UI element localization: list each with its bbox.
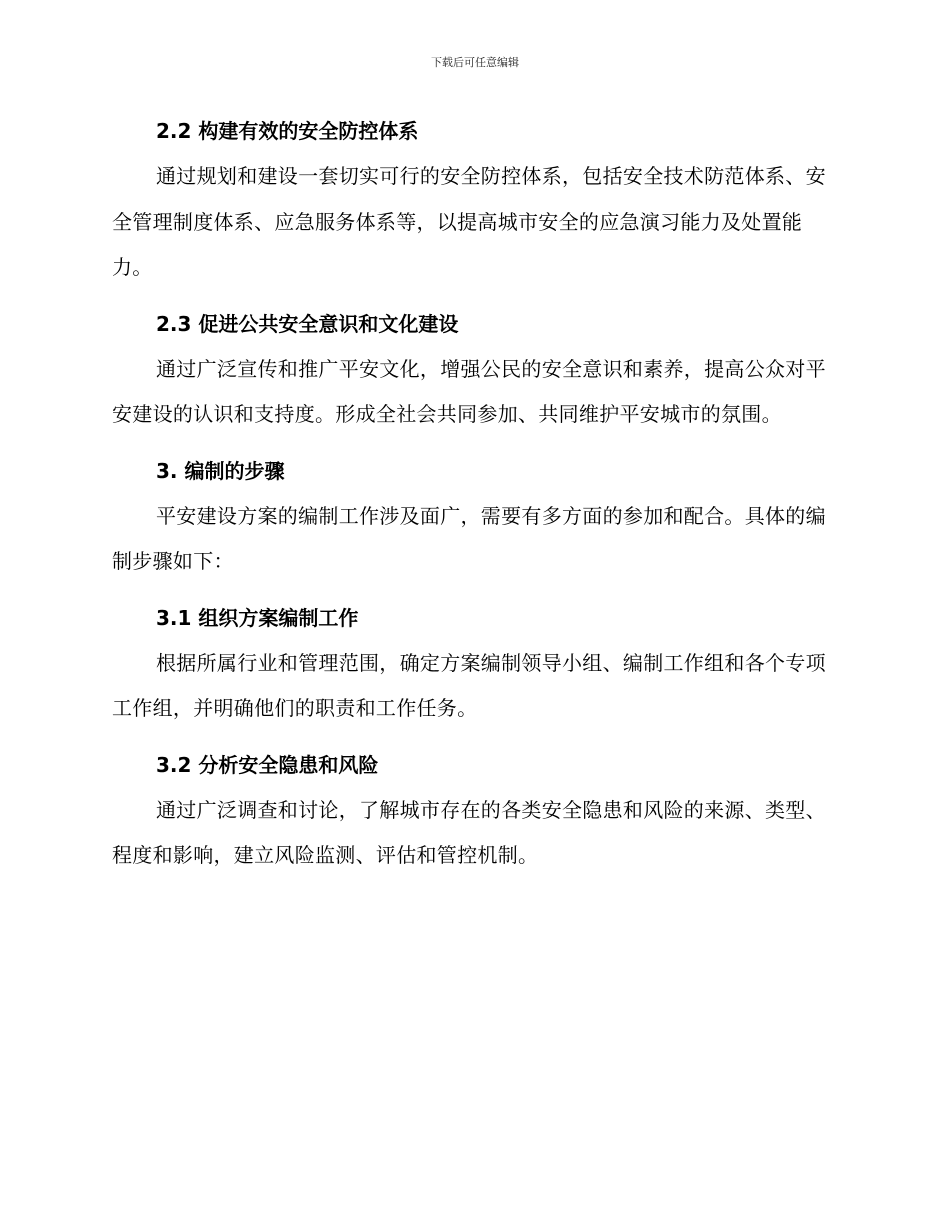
section-heading-3-2: 3.2 分析安全隐患和风险 xyxy=(156,752,379,777)
section-heading-3-1: 3.1 组织方案编制工作 xyxy=(156,605,359,630)
section-heading-3: 3. 编制的步骤 xyxy=(156,458,285,483)
section-heading-2-2: 2.2 构建有效的安全防控体系 xyxy=(156,119,419,143)
section-paragraph-3-2: 通过广泛调查和讨论，了解城市存在的各类安全隐患和风险的来源、类型、程度和影响，建立风险监测、评估和管控机制。 xyxy=(112,797,826,867)
section-paragraph-2-2: 通过规划和建设一套切实可行的安全防控体系，包括安全技术防范体系、安全管理制度体系、应急服务体系等，以提高城市安全的应急演习能力及处置能力。 xyxy=(112,164,826,279)
section-paragraph-2-3: 通过广泛宣传和推广平安文化，增强公民的安全意识和素养，提高公众对平安建设的认识和支持度。形成全社会共同参加、共同维护平安城市的氛围。 xyxy=(112,356,826,426)
document-body xyxy=(112,108,832,889)
page-header-note: 下载后可任意编辑 xyxy=(431,56,519,69)
section-paragraph-3-1: 根据所属行业和管理范围，确定方案编制领导小组、编制工作组和各个专项工作组，并明确他们的职责和工作任务。 xyxy=(112,650,826,720)
section-paragraph-3: 平安建设方案的编制工作涉及面广，需要有多方面的参加和配合。具体的编制步骤如下： xyxy=(112,503,826,573)
section-heading-2-3: 2.3 促进公共安全意识和文化建设 xyxy=(156,311,459,336)
